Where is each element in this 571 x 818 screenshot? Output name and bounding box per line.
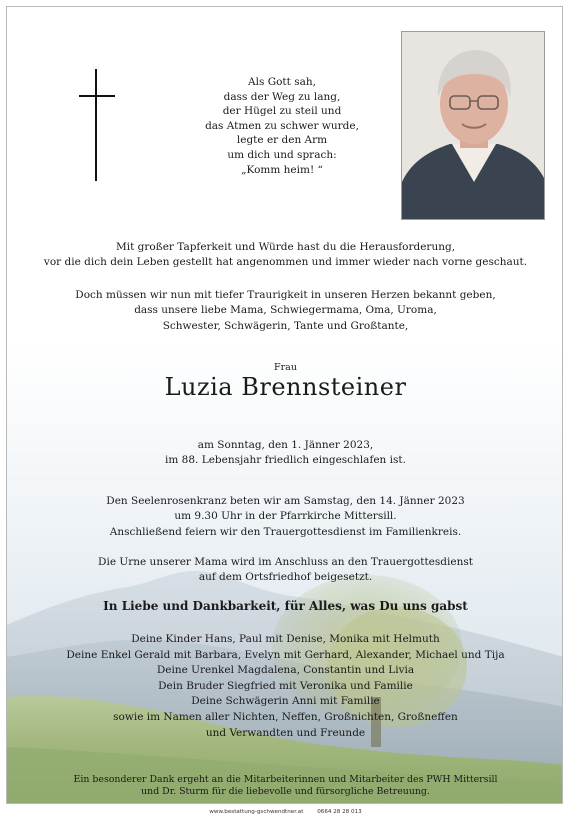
announcement-line: Doch müssen wir nun mit tiefer Traurigkeit in unseren Herzen bekannt geben, <box>75 289 496 301</box>
death-notice-line: am Sonntag, den 1. Jänner 2023, <box>197 439 374 451</box>
salutation: Frau <box>274 362 297 373</box>
poem-line: das Atmen zu schwer wurde, <box>205 119 359 132</box>
closing-heading: In Liebe und Dankbarkeit, für Alles, was Du uns gabst <box>103 599 468 613</box>
thanks-note <box>7 774 563 799</box>
footer-phone: 0664 28 28 013 <box>317 809 362 815</box>
service-details <box>7 494 563 540</box>
service-line: um 9.30 Uhr in der Pfarrkirche Mittersill. <box>174 510 397 523</box>
footer <box>0 809 571 815</box>
poem <box>172 75 392 177</box>
poem-line: Als Gott sah, <box>248 76 316 88</box>
poem-line: der Hügel zu steil und <box>222 105 342 118</box>
burial-details <box>7 555 563 586</box>
poem-line: um dich und sprach: <box>227 148 337 161</box>
intro-text <box>7 240 563 271</box>
thanks-line: Ein besonderer Dank ergeht an die Mitarbeiterinnen und Mitarbeiter des PWH Mittersill <box>73 774 498 785</box>
intro-line: vor die dich dein Leben gestellt hat angenommen und immer wieder nach vorne geschaut. <box>43 256 528 269</box>
death-notice <box>7 438 563 469</box>
poem-line: „Komm heim! “ <box>241 163 323 176</box>
service-line: Den Seelenrosenkranz beten wir am Samstag, den 14. Jänner 2023 <box>106 495 465 507</box>
service-line: Anschließend feiern wir den Trauergottesdienst im Familienkreis. <box>109 525 462 538</box>
thanks-line: und Dr. Sturm für die liebevolle und fürsorgliche Betreuung. <box>141 786 430 798</box>
cross-icon <box>79 69 115 181</box>
footer-website-link[interactable]: www.bestattung-gschwendtner.at <box>209 809 304 815</box>
family-list <box>7 632 563 741</box>
announcement-text <box>7 288 563 334</box>
death-notice-line: im 88. Lebensjahr friedlich eingeschlafen ist. <box>165 454 406 467</box>
family-line: und Verwandten und Freunde <box>205 726 366 739</box>
poem-line: dass der Weg zu lang, <box>223 90 341 103</box>
family-line: Deine Schwägerin Anni mit Familie <box>191 695 380 708</box>
portrait-photo <box>401 31 545 220</box>
intro-line: Mit großer Tapferkeit und Würde hast du die Herausforderung, <box>115 241 456 253</box>
announcement-line: Schwester, Schwägerin, Tante und Großtante, <box>162 319 409 332</box>
family-line: Deine Enkel Gerald mit Barbara, Evelyn mit Gerhard, Alexander, Michael und Tija <box>66 648 505 661</box>
deceased-name: Luzia Brennsteiner <box>164 373 407 401</box>
family-line: Deine Urenkel Magdalena, Constantin und Livia <box>156 664 415 677</box>
burial-line: Die Urne unserer Mama wird im Anschluss an den Trauergottesdienst <box>98 556 473 568</box>
obituary-card <box>6 6 563 804</box>
family-line: Dein Bruder Siegfried mit Veronika und Familie <box>158 679 413 692</box>
poem-line: legte er den Arm <box>236 134 328 147</box>
family-line: sowie im Namen aller Nichten, Neffen, Großnichten, Großneffen <box>113 710 458 723</box>
burial-line: auf dem Ortsfriedhof beigesetzt. <box>198 571 373 584</box>
family-line: Deine Kinder Hans, Paul mit Denise, Monika mit Helmuth <box>131 633 440 645</box>
announcement-line: dass unsere liebe Mama, Schwiegermama, Oma, Uroma, <box>134 304 437 317</box>
